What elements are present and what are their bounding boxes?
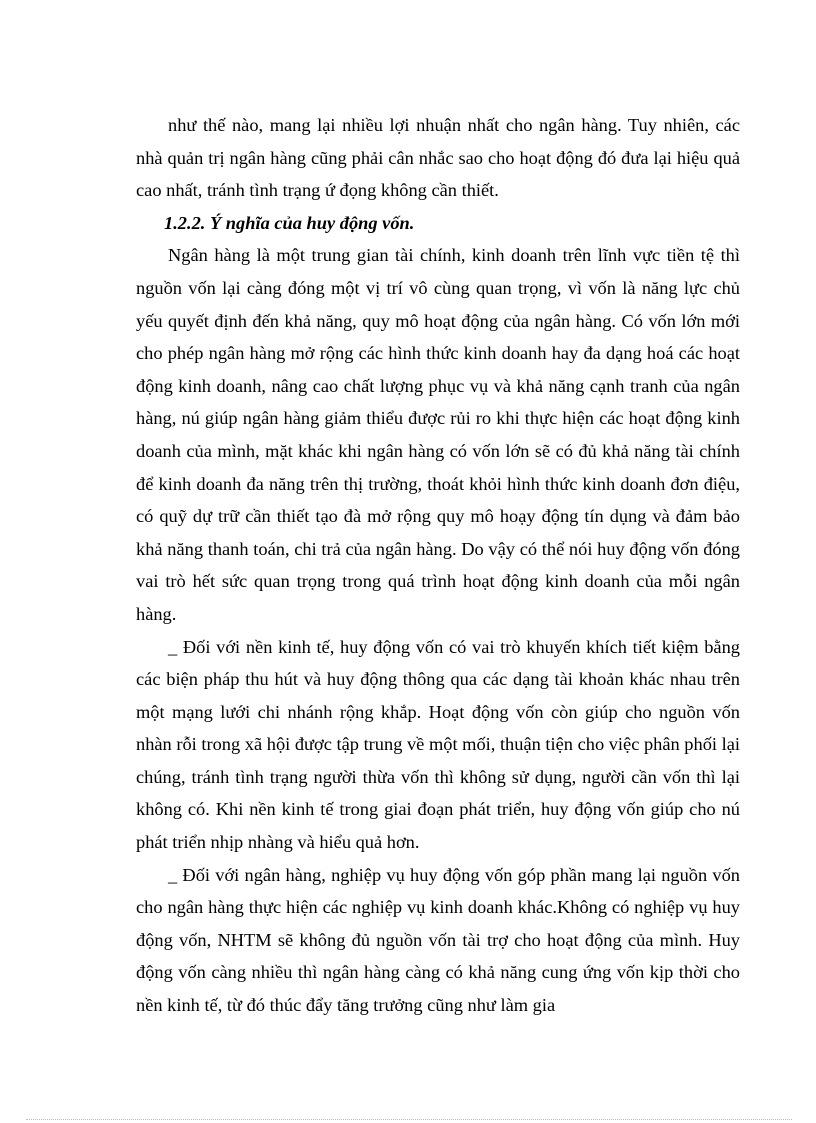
section-heading: 1.2.2. Ý nghĩa của huy động vốn.: [164, 212, 415, 233]
paragraph-continuation: như thế nào, mang lại nhiều lợi nhuận nhất cho ngân hàng. Tuy nhiên, các nhà quản trị ngân hàng cũng phải cân nhắc sao cho hoạt động đó đưa lại hiệu quả cao nhất, tránh tình trạng ứ đọng không cần thiết.: [136, 115, 740, 201]
paragraph-economy: _ Đối với nền kinh tế, huy động vốn có vai trò khuyến khích tiết kiệm bằng các biện pháp thu hút và huy động thông qua các dạng tài khoản khác nhau trên một mạng lưới chi nhánh rộng khắp. Hoạt động vốn còn giúp cho nguồn vốn nhàn rỗi trong xã hội được tập trung về một mối, thuận tiện cho việc phân phối lại chúng, tránh tình trạng người thừa vốn thì không sử dụng, người cần vốn thì lại không có. Khi nền kinh tế trong giai đoạn phát triển, huy động vốn giúp cho nú phát triển nhịp nhàng và hiểu quả hơn.: [136, 636, 740, 853]
paragraph-meaning: Ngân hàng là một trung gian tài chính, kinh doanh trên lĩnh vực tiền tệ thì nguồn vốn lại càng đóng một vị trí vô cùng quan trọng, vì vốn là năng lực chủ yếu quyết định đến khả năng, quy mô hoạt động của ngân hàng. Có vốn lớn mới cho phép ngân hàng mở rộng các hình thức kinh doanh hay đa dạng hoá các hoạt động kinh doanh, nâng cao chất lượng phục vụ và khả năng cạnh tranh của ngân hàng, nú giúp ngân hàng giảm thiểu được rủi ro khi thực hiện các hoạt động kinh doanh của mình, mặt khác khi ngân hàng có vốn lớn sẽ có đủ khả năng tài chính để kinh doanh đa năng trên thị trường, thoát khỏi hình thức kinh doanh đơn điệu, có quỹ dự trữ cần thiết tạo đà mở rộng quy mô hoạy động tín dụng và đảm bảo khả năng thanh toán, chi trả của ngân hàng. Do vậy có thể nói huy động vốn đóng vai trò hết sức quan trọng trong quá trình hoạt động kinh doanh của mỗi ngân hàng.: [136, 245, 740, 624]
document-body: [136, 109, 740, 1022]
page-bottom-rule: [26, 1119, 792, 1120]
paragraph-bank: _ Đối với ngân hàng, nghiệp vụ huy động vốn góp phần mang lại nguồn vốn cho ngân hàng thực hiện các nghiệp vụ kinh doanh khác.Không có nghiệp vụ huy động vốn, NHTM sẽ không đủ nguồn vốn tài trợ cho hoạt động của mình. Huy động vốn càng nhiều thì ngân hàng càng có khả năng cung ứng vốn kịp thời cho nền kinh tế, từ đó thúc đẩy tăng trưởng cũng như làm gia: [136, 864, 740, 1016]
